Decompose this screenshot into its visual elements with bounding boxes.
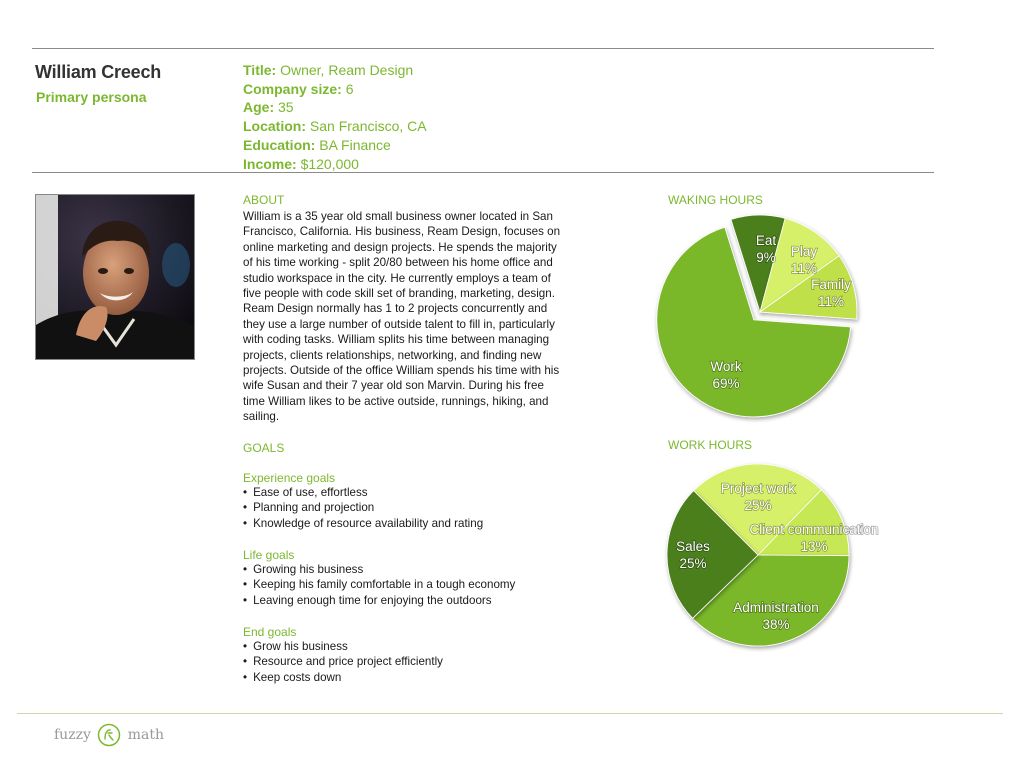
pie-value-sales: 25% xyxy=(679,556,707,571)
waking-hours-pie-chart xyxy=(650,205,910,430)
goal-item: • Planning and projection xyxy=(243,500,483,515)
about-line: online marketing and design projects. He spends the majority xyxy=(243,240,557,254)
pie-label-administration: Administration xyxy=(733,600,819,615)
goal-item: • Keeping his family comfortable in a tough economy xyxy=(243,577,515,592)
about-line: of his time working - split 20/80 between his home office and xyxy=(243,256,553,270)
goal-item: • Leaving enough time for enjoying the outdoors xyxy=(243,593,515,608)
about-line: sailing. xyxy=(243,410,280,424)
work-hours-pie-chart xyxy=(650,455,910,665)
about-line: five people with code skill set of branding, marketing, design. xyxy=(243,287,555,301)
fact-value: 35 xyxy=(278,99,294,116)
goal-list xyxy=(243,485,483,531)
goal-item: • Keep costs down xyxy=(243,670,443,685)
fact-label: Income: xyxy=(243,155,297,172)
fact-value: San Francisco, CA xyxy=(309,118,427,135)
pie-value-eat: 9% xyxy=(756,250,776,265)
persona-name: William Creech xyxy=(35,62,162,82)
goal-item: • Resource and price project efficiently xyxy=(243,654,443,669)
pie-label-play: Play xyxy=(790,244,818,259)
goal-item: • Knowledge of resource availability and rating xyxy=(243,516,483,531)
persona-photo-illustration xyxy=(36,195,195,360)
fact-value: BA Finance xyxy=(319,136,391,153)
fact-value: Owner, Ream Design xyxy=(280,62,414,78)
about-line: projects. Outside of the office William spends his time with his xyxy=(243,364,560,378)
pie-value-family: 11% xyxy=(817,294,845,309)
pie-label-eat: Eat xyxy=(755,233,777,248)
about-heading: ABOUT xyxy=(243,193,285,207)
pie-value-client-communication: 13% xyxy=(800,539,828,554)
logo-text-right: math xyxy=(127,727,165,743)
goal-item: • Grow his business xyxy=(243,639,443,654)
goal-group-title: Life goals xyxy=(243,548,295,562)
goal-group-title: End goals xyxy=(243,625,297,639)
fact-label: Title: xyxy=(243,62,277,78)
logo-text-left: fuzzy xyxy=(54,727,91,743)
fact-title xyxy=(243,61,427,80)
work-hours-title: WORK HOURS xyxy=(668,438,752,452)
fact-label: Company size: xyxy=(243,80,342,97)
persona-role: Primary persona xyxy=(36,89,147,105)
header-bottom-rule xyxy=(32,172,934,173)
about-line: projects, clients relationships, networking, and finding new xyxy=(243,348,542,362)
pie-label-family: Family xyxy=(811,277,851,292)
about-text xyxy=(243,209,583,425)
fact-company-size xyxy=(243,80,427,99)
fact-value: $120,000 xyxy=(300,155,359,172)
fact-label: Education: xyxy=(243,136,316,153)
fuzzy-math-logo-icon xyxy=(97,723,121,747)
about-line: they use a large number of outside talent to fill in, particularly xyxy=(243,317,555,331)
goals-heading: GOALS xyxy=(243,441,285,455)
persona-facts xyxy=(243,61,427,173)
fuzzy-math-logo xyxy=(54,723,164,747)
fact-age xyxy=(243,98,427,117)
about-line: Ream Design normally has 1 to 2 projects concurrently and xyxy=(243,302,548,316)
pie-value-work: 69% xyxy=(712,376,740,391)
footer-rule xyxy=(17,713,1003,714)
goal-item: • Ease of use, effortless xyxy=(243,485,483,500)
about-line: time William likes to be active outside, runnings, hiking, and xyxy=(243,394,549,408)
about-line: with coding tasks. William splits his time between managing xyxy=(243,333,550,347)
goal-list xyxy=(243,639,443,685)
about-line: Francisco, California. His business, Ream Design, focuses on xyxy=(243,225,561,239)
fact-location xyxy=(243,117,427,136)
about-line: studio workspace in the city. He currently employs a team of xyxy=(243,271,551,285)
pie-value-play: 11% xyxy=(790,261,818,276)
goal-item: • Growing his business xyxy=(243,562,515,577)
pie-label-client-communication: Client communication xyxy=(749,522,879,537)
goal-group-experience xyxy=(243,471,483,531)
pie-label-sales: Sales xyxy=(676,539,710,554)
goal-group-end xyxy=(243,625,443,685)
persona-photo xyxy=(35,194,195,360)
fact-income xyxy=(243,155,427,174)
about-line: William is a 35 year old small business owner located in San xyxy=(243,210,553,223)
pie-label-work: Work xyxy=(710,359,742,374)
pie-value-administration: 38% xyxy=(762,617,790,632)
pie-value-project-work: 25% xyxy=(744,498,772,513)
fact-value: 6 xyxy=(345,80,354,97)
pie-label-project-work: Project work xyxy=(720,481,796,496)
top-rule xyxy=(32,48,934,49)
waking-hours-title: WAKING HOURS xyxy=(668,193,763,207)
goal-list xyxy=(243,562,515,608)
goal-group-life xyxy=(243,548,515,608)
goal-group-title: Experience goals xyxy=(243,471,336,485)
about-line: wife Susan and their 7 year old son Marvin. During his free xyxy=(243,379,544,393)
fact-education xyxy=(243,136,427,155)
fact-label: Age: xyxy=(243,99,275,116)
fact-label: Location: xyxy=(243,118,306,135)
